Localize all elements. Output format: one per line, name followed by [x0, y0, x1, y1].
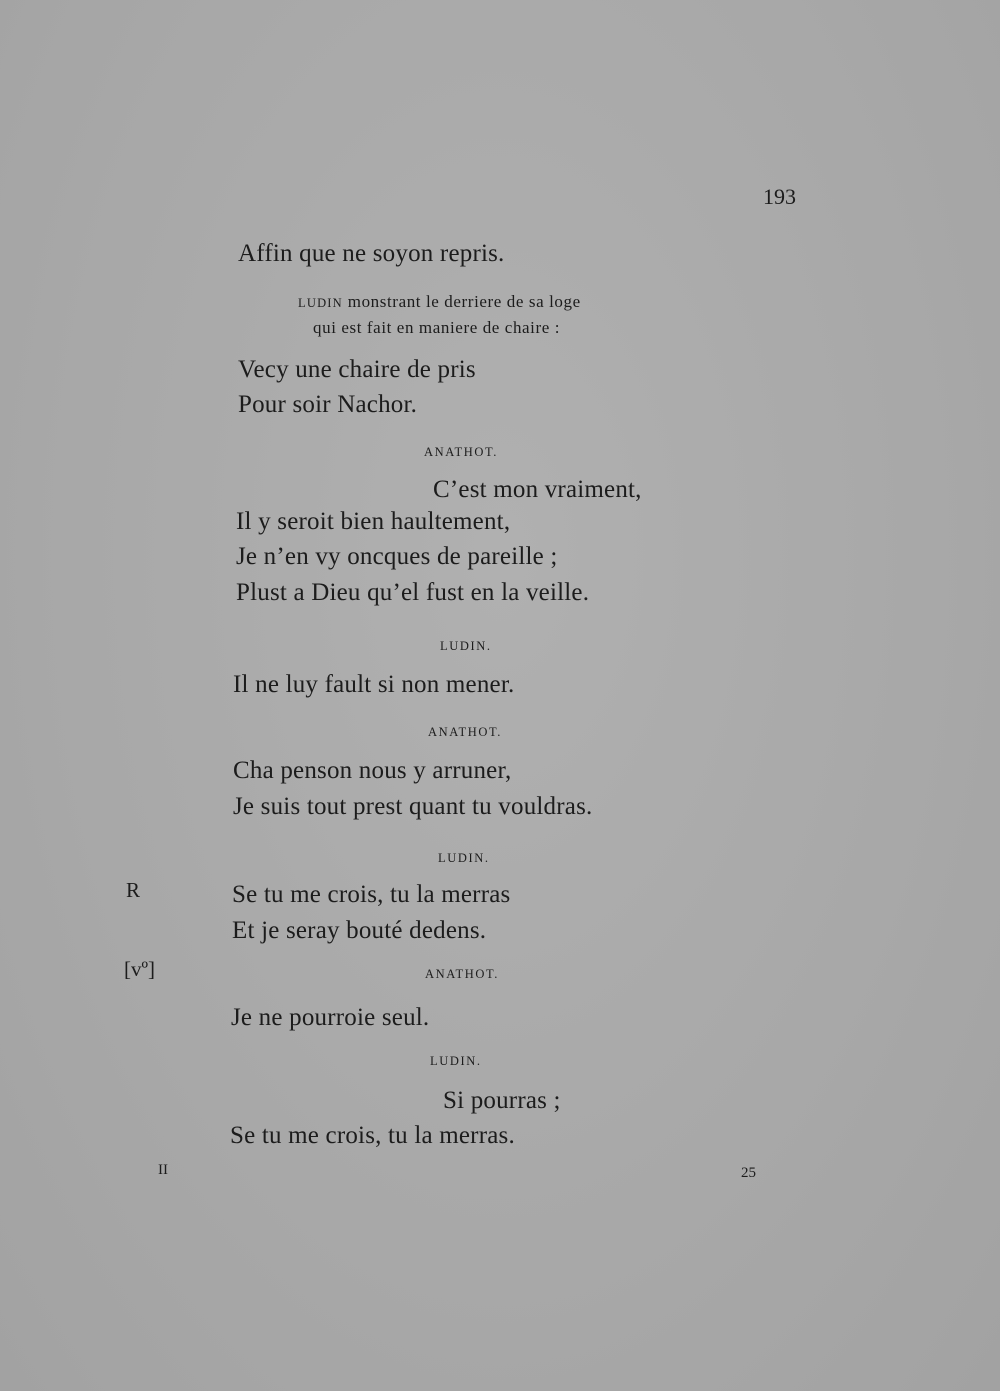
verse-line: Plust a Dieu qu’el fust en la veille. [236, 579, 590, 606]
page-number: 193 [763, 184, 796, 209]
verse-line: Pour soir Nachor. [238, 391, 418, 418]
stage-direction-line [298, 292, 581, 312]
verse-line: Si pourras ; [443, 1087, 561, 1114]
stage-direction-line: qui est fait en maniere de chaire : [313, 318, 561, 337]
speaker-label: ANATHOT. [424, 445, 499, 459]
verso-margin-mark: [vº] [124, 957, 155, 981]
verse-line: Il y seroit bien haultement, [236, 508, 511, 535]
verse-line: Je ne pourroie seul. [231, 1004, 430, 1031]
refrain-margin-mark: R [126, 878, 141, 902]
verse-line: Il ne luy fault si non mener. [233, 671, 515, 698]
verse-line: C’est mon vraiment, [433, 476, 642, 503]
speaker-label: LUDIN. [430, 1054, 482, 1068]
signature-mark-right: 25 [741, 1165, 756, 1181]
signature-mark-left: II [158, 1162, 168, 1178]
speaker-label: ANATHOT. [425, 967, 500, 981]
speaker-label: ANATHOT. [428, 725, 503, 739]
verse-line: Je n’en vy oncques de pareille ; [236, 543, 558, 570]
verse-line: Affin que ne soyon repris. [238, 240, 505, 267]
speaker-name: LUDIN [298, 296, 343, 310]
verse-line: Cha penson nous y arruner, [233, 757, 512, 784]
verse-line: Vecy une chaire de pris [238, 356, 476, 383]
verse-line: Et je seray bouté dedens. [232, 917, 487, 944]
speaker-label: LUDIN. [440, 639, 492, 653]
verse-line: Je suis tout prest quant tu vouldras. [233, 793, 593, 820]
verse-line: Se tu me crois, tu la merras [232, 881, 511, 908]
verse-line: Se tu me crois, tu la merras. [230, 1122, 515, 1149]
speaker-label: LUDIN. [438, 851, 490, 865]
stage-direction-text: monstrant le derriere de sa loge [342, 292, 581, 311]
